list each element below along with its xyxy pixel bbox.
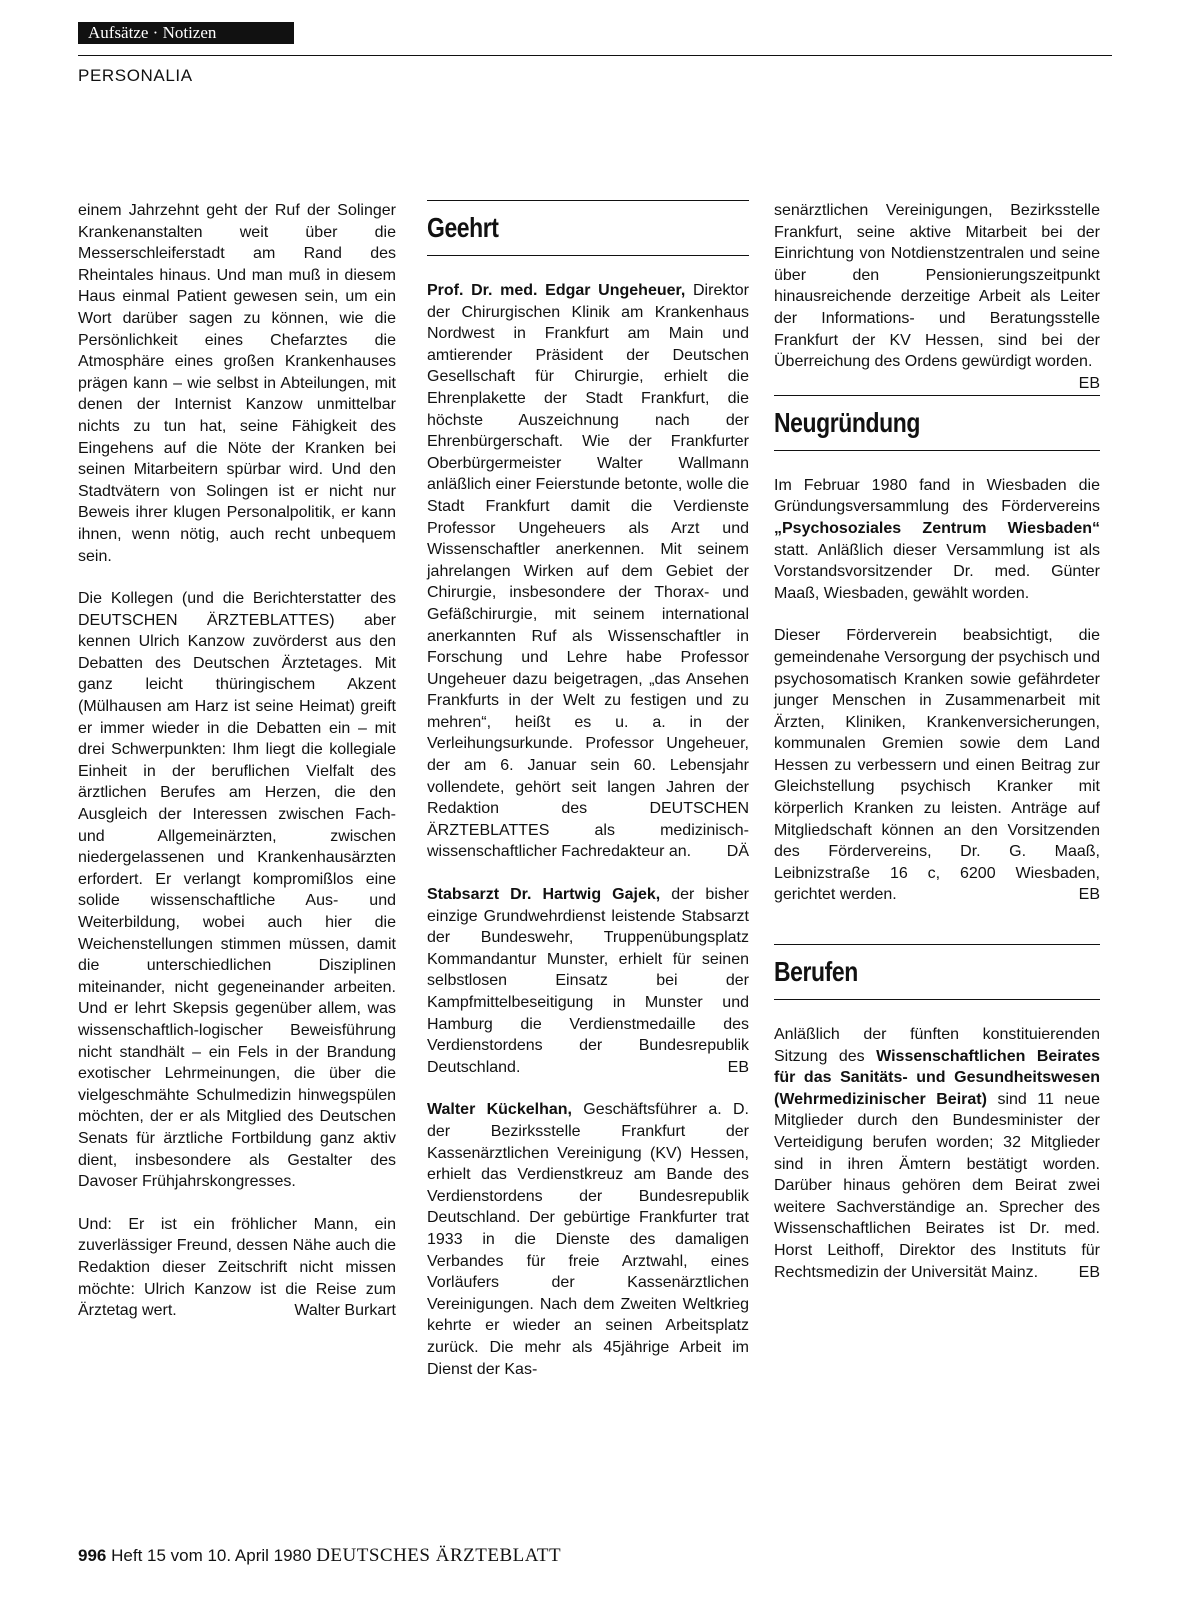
name-kueckelhan: Walter Kückelhan,: [427, 1101, 572, 1119]
heading-berufen: Berufen: [774, 956, 858, 988]
col1-paragraph-3-text: Und: Er ist ein fröhlicher Mann, ein zuverlässiger Freund, dessen Nähe auch die Redaktion dieser Zeitschrift nicht missen möchte: Ulrich Kanzow ist die Reise zum Ärztetag wert.: [78, 1215, 396, 1320]
header-rule: [78, 55, 1112, 56]
signature-eb-kueckelhan: EB: [1078, 374, 1100, 392]
heading-berufen-block: [774, 944, 1100, 1000]
heading-geehrt: Geehrt: [427, 212, 499, 243]
text-foerderverein-a: Im Februar 1980 fand in Wiesbaden die Gründungsversammlung des Fördervereins: [774, 476, 1100, 516]
signature-da: DÄ: [726, 843, 749, 861]
name-ungeheuer: Prof. Dr. med. Edgar Ungeheuer,: [427, 282, 686, 299]
signature-eb-foerderverein: EB: [1078, 886, 1100, 904]
text-beirat-a: Anläßlich der fünften konstituierenden Sitzung des: [774, 1026, 1100, 1065]
name-gajek: Stabsarzt Dr. Hartwig Gajek,: [427, 886, 661, 904]
item-foerderverein: [774, 475, 1100, 605]
col1-paragraph-1: einem Jahrzehnt geht der Ruf der Solinger Krankenanstalten weit über die Messerschleiferstadt am Rand des Rheintales hinaus. Und man muß in diesem Haus einmal Patient gewesen sein, um ein Wort darüber sagen zu können, wie die Persönlichkeit eines Chefarztes die Atmosphäre eines großen Krankenhauses prägen kann – wie selbst in Abteilungen, mit denen der Internist Kanzow unmittelbar nichts zu tun hat, seine Fähigkeit des Eingehens auf die Nöte der Kranken bei seinen Mitarbeitern spürbar wird. Und den Stadtvätern von Solingen ist er nicht nur Beweis ihrer klugen Personalpolitik, er kann ihnen, wenn nötig, auch recht unbequem sein.: [78, 202, 396, 565]
author-signature: Walter Burkart: [294, 1302, 396, 1320]
page-number: 996: [78, 1546, 107, 1565]
signature-eb-beirat: EB: [1078, 1263, 1100, 1281]
item-beirat: [774, 1024, 1100, 1283]
item-ungeheuer: [427, 280, 749, 863]
page-footer: [78, 1545, 561, 1567]
text-ungeheuer: Direktor der Chirurgischen Klinik am Krankenhaus Nordwest in Frankfurt am Main und amtierender Präsident der Deutschen Gesellschaft für Chirurgie, erhielt die Ehrenplakette der Stadt Frankfurt, die höchste Auszeichnung nach der Ehrenbürgerschaft. Wie der Frankfurter Oberbürgermeister Walter Wallmann anläßlich einer Feierstunde betonte, wolle die Stadt Frankfurt damit die Verdienste Professor Ungeheuers als Arzt und Wissenschaftler anerkennen. Mit seinem jahrelangen Wirken auf dem Gebiet der Chirurgie, insbesondere der Thorax- und Gefäßchirurgie, mit seinem international anerkannten Ruf als Wissenschaftler in Forschung und Lehre habe Professor Ungeheuer dazu beigetragen, „das Ansehen Frankfurts in der Welt zu festigen und zu mehren“, heißt es u. a. in der Verleihungsurkunde. Professor Ungeheuer, der am 6. Januar sein 60. Lebensjahr vollendete, gehört seit langen Jahren der Redaktion des DEUTSCHEN ÄRZTEBLATTES als medizinisch-wissenschaftlicher Fachredakteur an.: [427, 282, 750, 861]
item-foerderverein-zweck: [774, 625, 1100, 906]
item-gajek: [427, 884, 749, 1078]
text-gajek: der bisher einzige Grundwehrdienst leistende Stabsarzt der Bundeswehr, Truppenübungsplatz Kommandantur Munster, erhielt für seinen selbstlosen Einsatz bei der Kampfmittelbeseitigung in Munster und Hamburg die Verdienstmedaille des Verdienstordens der Bundesrepublik Deutschland.: [427, 886, 750, 1076]
heading-geehrt-block: [427, 200, 749, 256]
text-foerderverein-zweck: Dieser Förderverein beabsichtigt, die gemeindenahe Versorgung der psychisch und psychosomatisch Kranken sowie gefährdeter junger Menschen in Zusammenarbeit mit Ärzten, Kliniken, Krankenversicherungen, kommunalen Gremien sowie dem Land Hessen zu verbessern und einen Beitrag zur Gleichstellung psychisch Kranker mit körperlich Kranken zu leisten. Anträge auf Mitgliedschaft können an den Vorsitzenden des Fördervereins, Dr. G. Maaß, Leibnizstraße 16 c, 6200 Wiesbaden, gerichtet werden.: [774, 627, 1100, 904]
col1-paragraph-2: Die Kollegen (und die Berichterstatter des DEUTSCHEN ÄRZTEBLATTES) aber kennen Ulrich Kanzow zuvörderst aus den Debatten des Deutschen Ärztetages. Mit ganz leicht thüringischem Akzent (Mülhausen am Harz ist seine Heimat) greift er immer wieder in die Debatten ein – mit drei Schwerpunkten: Ihm liegt die kollegiale Einheit in der beruflichen Vielfalt des ärztlichen Berufes am Herzen, die den Ausgleich der Interessen zwischen Fach- und Allgemeinärzten, zwischen niedergelassenen und Krankenhausärzten erfordert. Er verlangt kompromißlos eine solide wissenschaftliche Aus- und Weiterbildung, wobei auch hier die Weichenstellungen stimmen müssen, damit die unterschiedlichen Disziplinen miteinander, nicht gegeneinander arbeiten. Und er lehrt Skepsis gegenüber allem, was wissenschaftlich-logischer Beweisführung nicht standhält – ein Fels in der Brandung exotischer Lehrmeinungen, die über die vielgeschmähte Schulmedizin hinwegspülen möchten, der er als Mitglied des Deutschen Senats für ärztliche Fortbildung ganz aktiv dient, insbesondere als Gestalter des Davoser Frühjahrskongresses.: [78, 590, 396, 1191]
col1-paragraph-3: [78, 1214, 396, 1322]
item-kueckelhan: [427, 1099, 749, 1380]
name-psychosoziales-zentrum: „Psychosoziales Zentrum Wiesbaden“: [774, 519, 1100, 537]
text-foerderverein-b: statt. Anläßlich dieser Versammlung ist als Vorstandsvorsitzender Dr. med. Günter Maaß, Wiesbaden, gewählt worden.: [774, 541, 1100, 602]
col3-continuation: [774, 200, 1100, 392]
rubric-title: PERSONALIA: [78, 66, 193, 85]
column-1: [78, 200, 396, 1343]
section-tag: Aufsätze · Notizen: [78, 22, 294, 44]
heading-neugruendung: Neugründung: [774, 406, 920, 438]
text-beirat-b: sind 11 neue Mitglieder durch den Bundesminister der Verteidigung berufen worden; 32 Mitglieder sind in ihren Ämtern bestätigt worden. Darüber hinaus gehören dem Beirat zwei weitere Sachverständige an. Sprecher des Wissenschaftlichen Beirates ist Dr. med. Horst Leithoff, Direktor des Instituts für Rechtsmedizin der Universität Mainz.: [774, 1090, 1101, 1281]
col3-continuation-text: senärztlichen Vereinigungen, Bezirksstelle Frankfurt, seine aktive Mitarbeit bei der Einrichtung von Notdienstzentralen und seine über den Pensionierungszeitpunkt hinausreichende derzeitige Arbeit als Leiter der Informations- und Beratungsstelle Frankfurt der KV Hessen, sind bei der Überreichung des Ordens gewürdigt worden.: [774, 202, 1100, 371]
journal-name: DEUTSCHES ÄRZTEBLATT: [316, 1545, 562, 1566]
signature-eb-gajek: EB: [727, 1058, 749, 1076]
name-beirat: Wissenschaftlichen Beirates für das Sanitäts- und Gesundheitswesen (Wehrmedizinischer Beirat): [774, 1047, 1101, 1108]
issue-info: Heft 15 vom 10. April 1980: [111, 1546, 312, 1565]
text-kueckelhan: Geschäftsführer a. D. der Bezirksstelle Frankfurt der Kassenärztlichen Vereinigung (KV) Hessen, erhielt das Verdienstkreuz am Bande des Verdienstordens der Bundesrepublik Deutschland. Der gebürtige Frankfurter trat 1933 in die Dienste des damaligen Verbandes für freie Arztwahl, eines Vorläufers der Kassenärztlichen Vereinigungen. Nach dem Zweiten Weltkrieg kehrte er wieder an seinen Arbeitsplatz zurück. Die mehr als 45jährige Arbeit im Dienst der Kas-: [427, 1101, 749, 1378]
heading-neugruendung-block: [774, 395, 1100, 451]
column-3: [774, 200, 1100, 1304]
column-2: [427, 200, 749, 1401]
